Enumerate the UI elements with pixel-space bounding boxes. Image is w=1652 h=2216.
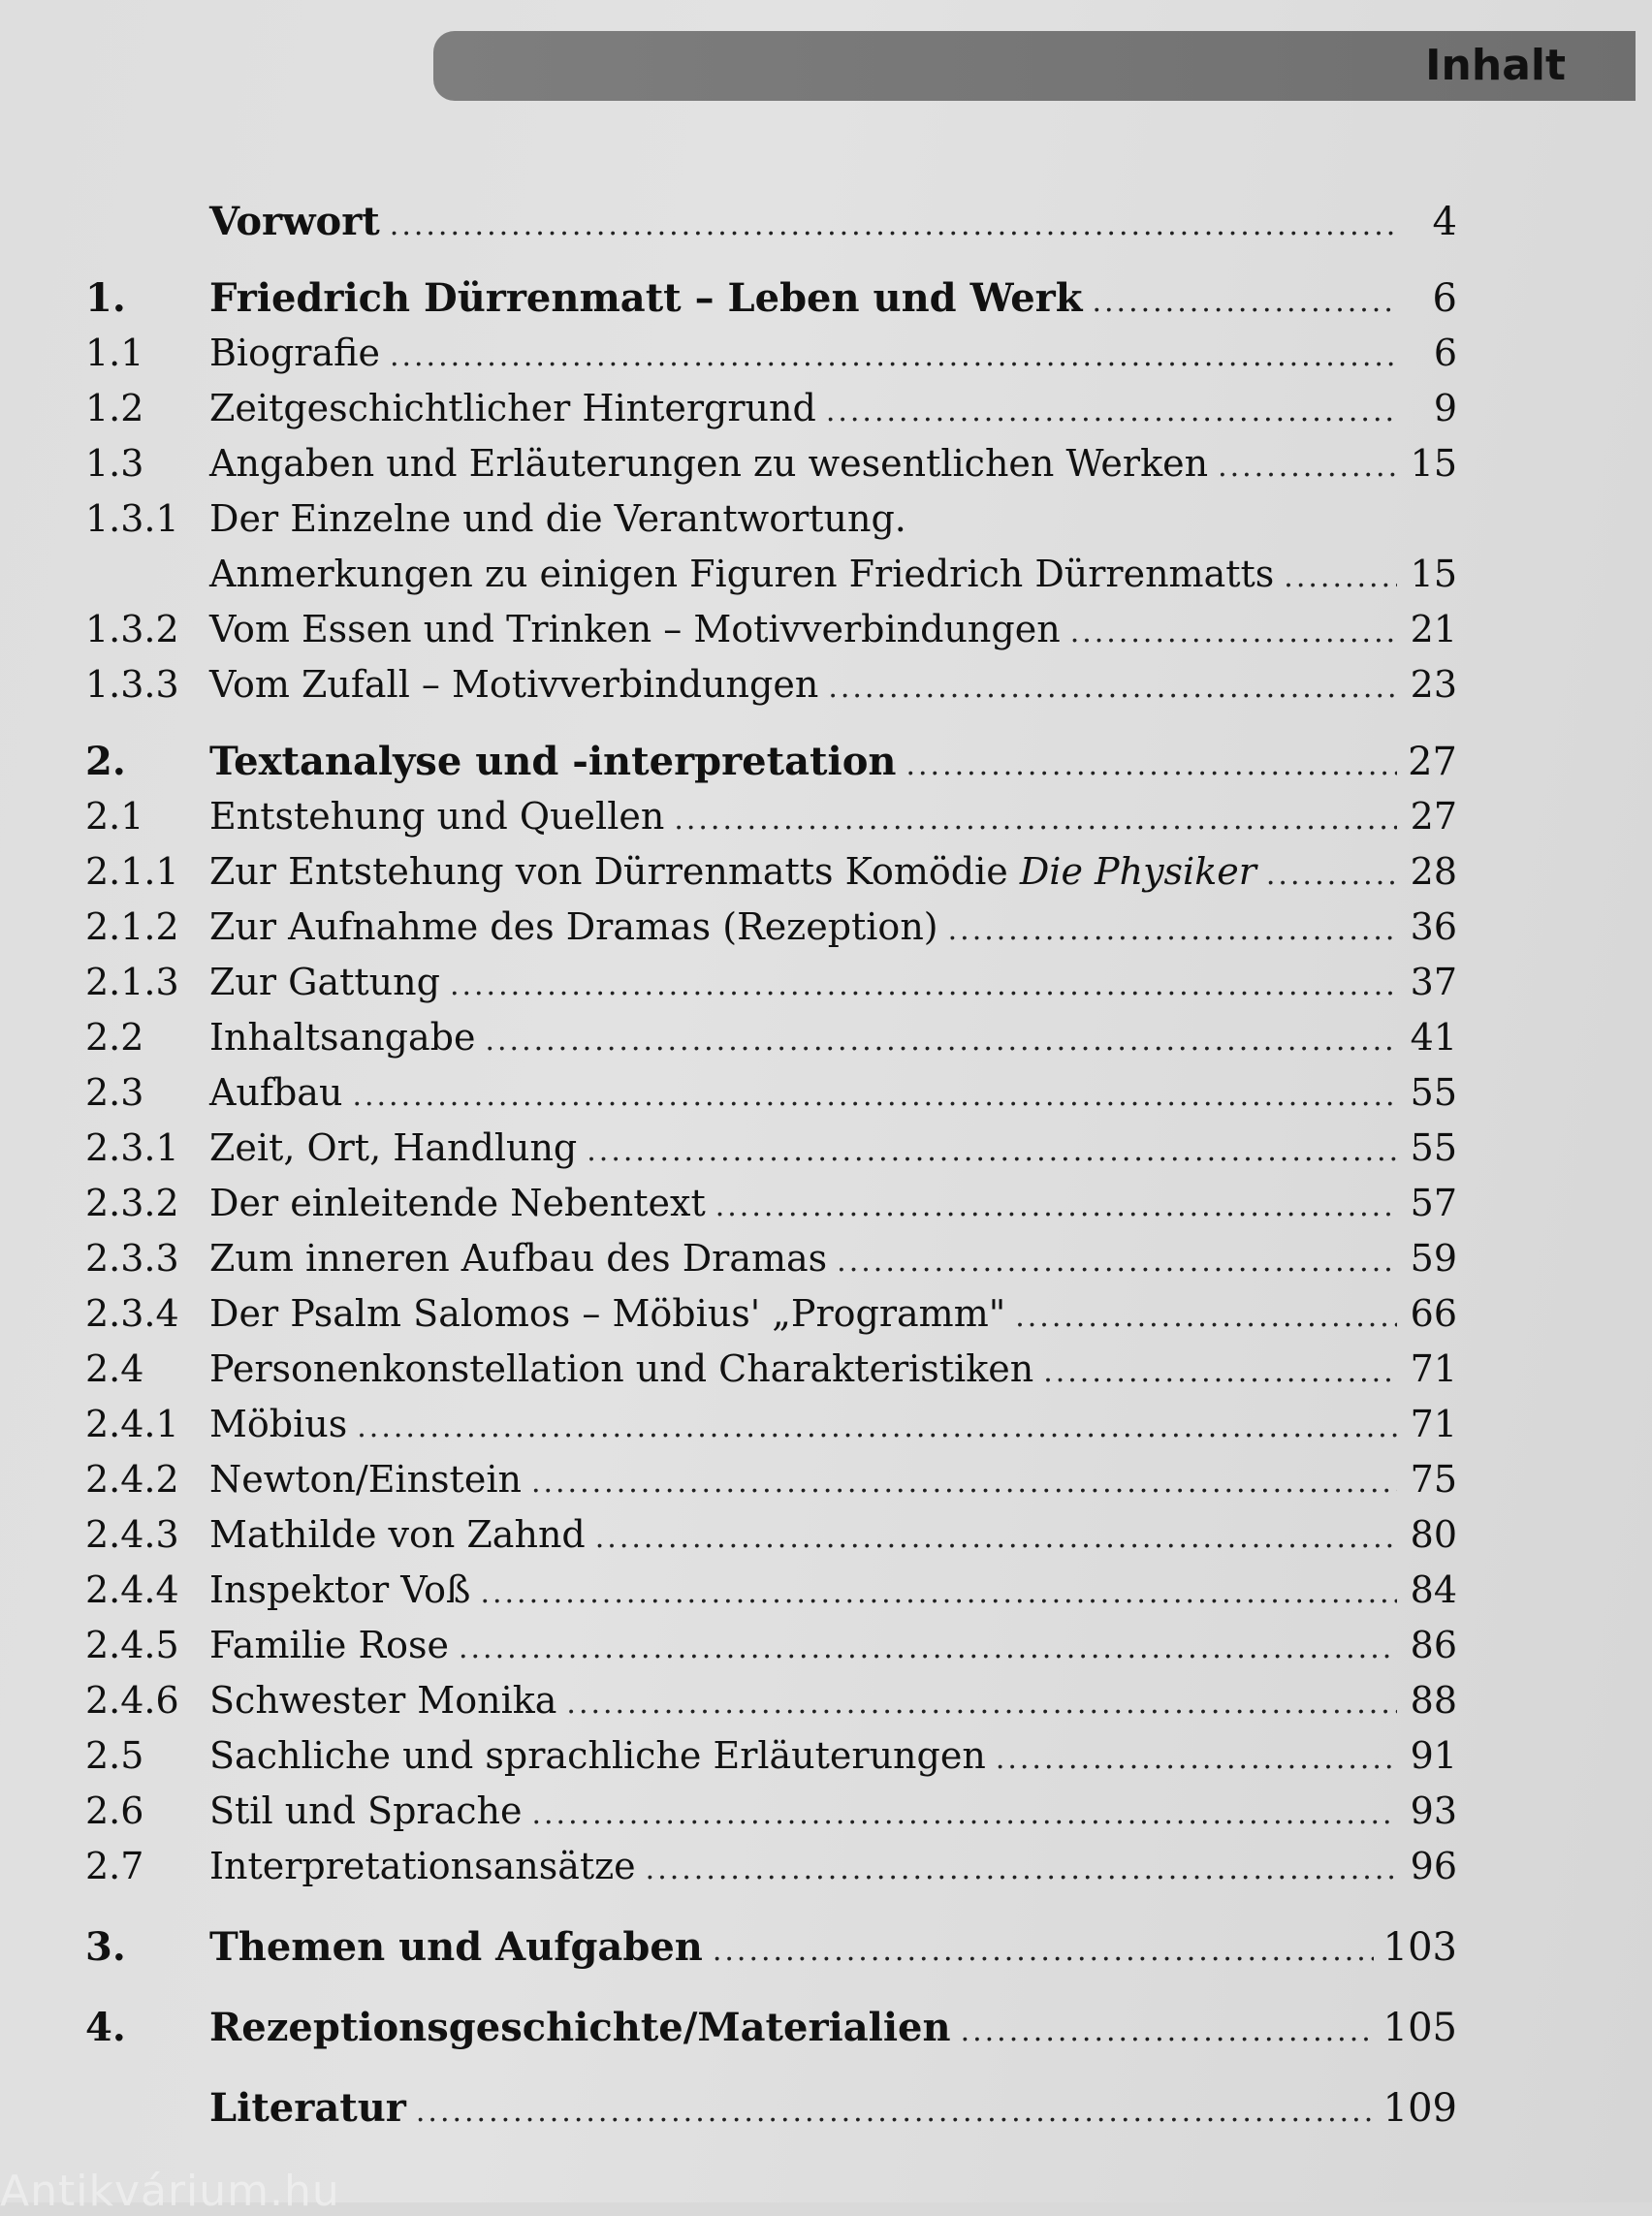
dot-leader (905, 738, 1397, 793)
dot-leader (837, 1234, 1397, 1289)
toc-entry-title-text: Biografie (209, 332, 380, 374)
dot-leader (480, 1566, 1397, 1621)
toc-entry (85, 1452, 1457, 1507)
toc-entry-page: 88 (1410, 1679, 1457, 1722)
toc-entry-title (209, 326, 390, 381)
toc-entry-number: 1.3.3 (85, 663, 179, 706)
toc-entry-number: 2.3.1 (85, 1126, 179, 1169)
toc-entry-number: 2.3.2 (85, 1182, 179, 1224)
toc-entry (85, 1618, 1457, 1673)
toc-entry-title (209, 1065, 352, 1121)
dot-leader (674, 792, 1397, 847)
toc-entry-title (209, 1563, 480, 1618)
toc-entry (85, 326, 1457, 381)
toc-entry-number: 2.4.6 (85, 1679, 179, 1722)
dot-leader (459, 1621, 1397, 1676)
toc-entry-title (209, 491, 916, 547)
toc-entry (85, 734, 1457, 789)
toc-entry-title (209, 1919, 713, 1975)
dot-leader (961, 2004, 1374, 2059)
toc-entry-page: 36 (1410, 905, 1457, 948)
toc-entry (85, 955, 1457, 1010)
toc-entry-title (209, 1342, 1043, 1397)
toc-entry-title (209, 1728, 996, 1784)
toc-entry-title-text: Vom Zufall – Motivverbindungen (209, 663, 819, 706)
toc-entry-page: 57 (1410, 1182, 1457, 1224)
toc-entry (85, 1839, 1457, 1894)
toc-entry-number: 2.3 (85, 1071, 144, 1114)
toc-entry-page: 27 (1410, 795, 1457, 838)
dot-leader (715, 1179, 1397, 1234)
dot-leader (1092, 274, 1397, 330)
toc-entry-page: 9 (1433, 387, 1457, 429)
toc-entry-page: 15 (1410, 553, 1457, 595)
toc-entry-number: 2.4.1 (85, 1403, 179, 1445)
toc-entry-title-text: Zur Gattung (209, 961, 440, 1003)
toc-entry-page: 66 (1410, 1292, 1457, 1335)
toc-entry-title (209, 657, 828, 712)
toc-entry-title (209, 1452, 531, 1507)
toc-entry-title-text: Der einleitende Nebentext (209, 1182, 706, 1224)
toc-entry (85, 844, 1457, 900)
header-bar (433, 31, 1636, 101)
toc-entry-title (209, 955, 450, 1010)
toc-entry-title-text: Zur Aufnahme des Dramas (Rezeption) (209, 905, 938, 948)
toc-entry (85, 1673, 1457, 1728)
toc-entry-title-text: Vorwort (209, 199, 380, 244)
toc-entry-title-text: Schwester Monika (209, 1679, 557, 1722)
toc-entry-page: 93 (1410, 1789, 1457, 1832)
toc-entry (85, 657, 1457, 712)
toc-entry-page: 109 (1382, 2086, 1457, 2131)
toc-entry-number: 2.4 (85, 1347, 144, 1390)
toc-entry-page: 96 (1410, 1845, 1457, 1887)
dot-leader (1043, 1345, 1397, 1400)
toc-entry-title (209, 2080, 416, 2136)
toc-entry-page: 105 (1382, 2006, 1457, 2050)
toc-entry-title (209, 194, 390, 249)
dot-leader (1070, 605, 1397, 660)
toc-entry-title-text: Entstehung und Quellen (209, 795, 665, 838)
toc-entry (85, 2000, 1457, 2055)
toc-entry-number: 2.1.3 (85, 961, 179, 1003)
toc-entry-page: 6 (1432, 276, 1457, 321)
toc-entry-number: 2.1 (85, 795, 144, 838)
toc-entry (85, 900, 1457, 955)
dot-leader (531, 1455, 1397, 1510)
dot-leader (485, 1013, 1397, 1068)
toc-entry (85, 1176, 1457, 1231)
toc-entry (85, 436, 1457, 491)
toc-entry-number: 2. (85, 739, 126, 784)
toc-entry-title (209, 1507, 595, 1563)
toc-entry-page: 41 (1410, 1016, 1457, 1059)
toc-entry-title-text: Stil und Sprache (209, 1789, 523, 1832)
toc-entry (85, 789, 1457, 844)
toc-entry-title (209, 900, 948, 955)
toc-entry-title (209, 1839, 646, 1894)
dot-leader (1218, 439, 1397, 494)
toc-entry-title-text: Rezeptionsgeschichte/Materialien (209, 2005, 951, 2050)
toc-entry (85, 1065, 1457, 1121)
toc-entry-number: 1.1 (85, 332, 144, 374)
toc-entry-page: 75 (1410, 1458, 1457, 1501)
toc-entry-title-text: Sachliche und sprachliche Erläuterungen (209, 1734, 986, 1777)
toc-entry (85, 1286, 1457, 1342)
toc-entry-number: 2.2 (85, 1016, 144, 1059)
toc-entry-page: 15 (1410, 442, 1457, 485)
toc-entry-number: 2.5 (85, 1734, 144, 1777)
toc-entry-page: 27 (1408, 740, 1457, 784)
toc-entry-title (209, 2000, 961, 2055)
toc-entry-title-text: Möbius (209, 1403, 348, 1445)
toc-entry (85, 1397, 1457, 1452)
toc-entry (85, 1507, 1457, 1563)
dot-leader (357, 1400, 1397, 1455)
toc-entry-number: 2.6 (85, 1789, 144, 1832)
toc-entry-title-text: Friedrich Dürrenmatt – Leben und Werk (209, 275, 1083, 321)
toc-entry-title-text: Zur Entstehung von Dürrenmatts Komödie (209, 850, 1020, 893)
toc-entry-title-text: Inspektor Voß (209, 1568, 471, 1611)
dot-leader (566, 1676, 1397, 1731)
toc-entry-title (209, 381, 826, 436)
toc-entry-title-text: Der Psalm Salomos – Möbius' „Programm" (209, 1292, 1006, 1335)
toc-entry-title-text: Interpretationsansätze (209, 1845, 636, 1887)
toc-entry-title (209, 734, 905, 789)
toc-entry-number: 1.3 (85, 442, 144, 485)
toc-entry (85, 1728, 1457, 1784)
dot-leader (450, 958, 1397, 1013)
toc-entry-title (209, 436, 1218, 491)
dot-leader (948, 902, 1397, 958)
toc-entry-title (209, 1286, 1015, 1342)
toc-entry (85, 2080, 1457, 2136)
dot-leader (826, 384, 1397, 439)
dot-leader (352, 1068, 1397, 1124)
dot-leader (531, 1787, 1397, 1842)
dot-leader (996, 1731, 1397, 1787)
toc-entry-page: 37 (1410, 961, 1457, 1003)
toc-entry-title (209, 1010, 485, 1065)
toc-entry-title-text: Mathilde von Zahnd (209, 1513, 586, 1556)
toc-entry-number: 4. (85, 2005, 126, 2050)
toc-entry (85, 381, 1457, 436)
toc-entry-number: 2.1.1 (85, 850, 179, 893)
toc-entry (85, 1231, 1457, 1286)
toc-entry-number: 3. (85, 1924, 126, 1970)
toc-entry-page: 91 (1410, 1734, 1457, 1777)
toc-entry-page: 84 (1410, 1568, 1457, 1611)
toc-entry-number: 2.4.5 (85, 1624, 179, 1666)
toc-entry-title (209, 1784, 531, 1839)
toc-entry-page: 80 (1410, 1513, 1457, 1556)
toc-entry (85, 270, 1457, 326)
toc-entry-title (209, 844, 1266, 900)
toc-entry-page: 4 (1432, 200, 1457, 244)
dot-leader (416, 2084, 1374, 2139)
toc-entry-title-text: Anmerkungen zu einigen Figuren Friedrich Dürrenmatts (209, 553, 1275, 595)
table-of-contents (85, 194, 1457, 2136)
toc-entry (85, 1010, 1457, 1065)
toc-entry-title-italic: Die Physiker (1019, 850, 1256, 893)
toc-entry-page: 86 (1410, 1624, 1457, 1666)
dot-leader (646, 1842, 1397, 1897)
toc-entry (85, 1342, 1457, 1397)
toc-entry-number: 2.3.4 (85, 1292, 179, 1335)
toc-entry-page: 21 (1410, 608, 1457, 650)
toc-entry-page: 59 (1410, 1237, 1457, 1280)
toc-entry-title (209, 1121, 587, 1176)
toc-entry-title-text: Vom Essen und Trinken – Motivverbindungen (209, 608, 1061, 650)
toc-entry-number: 2.4.2 (85, 1458, 179, 1501)
toc-entry-number: 2.3.3 (85, 1237, 179, 1280)
toc-entry-title-text: Literatur (209, 2085, 406, 2131)
toc-entry-title-text: Textanalyse und -interpretation (209, 739, 897, 784)
watermark: Antikvárium.hu (0, 2167, 340, 2216)
toc-entry-number: 2.7 (85, 1845, 144, 1887)
toc-entry (85, 194, 1457, 249)
toc-entry (85, 1919, 1457, 1975)
toc-entry-page: 71 (1410, 1347, 1457, 1390)
toc-entry (85, 1563, 1457, 1618)
toc-entry-number: 2.1.2 (85, 905, 179, 948)
toc-entry (85, 602, 1457, 657)
toc-entry-page: 23 (1410, 663, 1457, 706)
toc-entry-title (209, 1231, 837, 1286)
toc-entry-title (209, 547, 1284, 602)
toc-entry-title-text: Newton/Einstein (209, 1458, 522, 1501)
toc-entry (85, 1784, 1457, 1839)
dot-leader (713, 1923, 1374, 1979)
toc-entry-page: 103 (1382, 1925, 1457, 1970)
toc-entry-page: 28 (1410, 850, 1457, 893)
toc-entry-title (209, 602, 1070, 657)
dot-leader (828, 660, 1397, 715)
toc-entry-number: 1.3.2 (85, 608, 179, 650)
toc-entry-number: 2.4.3 (85, 1513, 179, 1556)
toc-entry-title (209, 1397, 357, 1452)
toc-entry-title (209, 1673, 566, 1728)
dot-leader (1266, 847, 1397, 902)
toc-entry-title-text: Personenkonstellation und Charakteristiken (209, 1347, 1034, 1390)
toc-entry-page: 6 (1433, 332, 1457, 374)
dot-leader (390, 198, 1397, 253)
dot-leader (595, 1510, 1397, 1566)
toc-entry-page: 71 (1410, 1403, 1457, 1445)
dot-leader (1284, 550, 1397, 605)
toc-entry-title-text: Angaben und Erläuterungen zu wesentlichen Werken (209, 442, 1209, 485)
toc-entry-number: 2.4.4 (85, 1568, 179, 1611)
dot-leader (1015, 1289, 1397, 1345)
toc-entry-title-text: Familie Rose (209, 1624, 449, 1666)
toc-entry-title (209, 1618, 459, 1673)
toc-entry-number: 1.2 (85, 387, 144, 429)
dot-leader (587, 1124, 1397, 1179)
toc-entry-number: 1. (85, 275, 126, 321)
toc-entry-title-text: Themen und Aufgaben (209, 1924, 703, 1970)
toc-entry-page: 55 (1410, 1071, 1457, 1114)
toc-entry-title-text: Inhaltsangabe (209, 1016, 476, 1059)
toc-entry-page: 55 (1410, 1126, 1457, 1169)
header-title: Inhalt (1425, 41, 1566, 90)
toc-entry-number: 1.3.1 (85, 497, 179, 540)
dot-leader (390, 329, 1397, 384)
toc-entry (85, 1121, 1457, 1176)
toc-entry (85, 547, 1457, 602)
toc-entry-title-text: Der Einzelne und die Verantwortung. (209, 497, 906, 540)
toc-entry (85, 491, 1457, 547)
toc-entry-title-text: Zeitgeschichtlicher Hintergrund (209, 387, 816, 429)
toc-entry-title (209, 789, 674, 844)
toc-entry-title (209, 270, 1092, 326)
toc-entry-title-text: Zum inneren Aufbau des Dramas (209, 1237, 828, 1280)
toc-entry-title-text: Aufbau (209, 1071, 343, 1114)
toc-entry-title (209, 1176, 715, 1231)
toc-entry-title-text: Zeit, Ort, Handlung (209, 1126, 578, 1169)
